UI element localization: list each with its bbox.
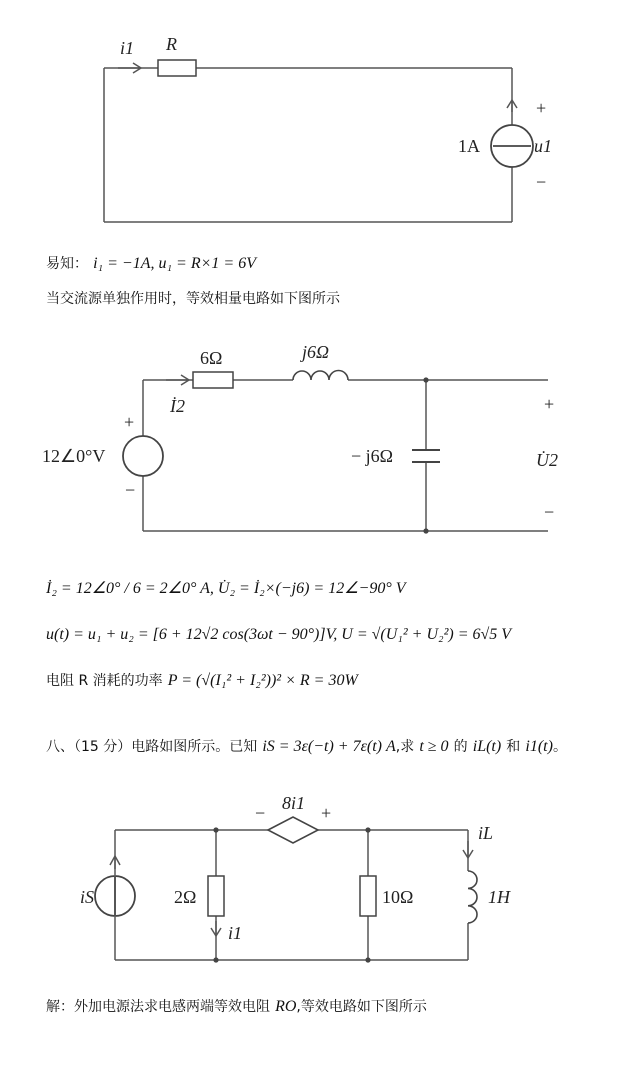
label-2ohm: 2Ω	[174, 887, 197, 907]
node-bottom	[423, 528, 428, 533]
label-j6ohm: j6Ω	[302, 342, 330, 362]
resistor-r	[158, 60, 196, 76]
label-u1: u1	[534, 136, 552, 156]
equation-power-math: P = (√(I₁² + I₂²))² × R = 30W	[167, 672, 358, 689]
inductor-j6ohm	[293, 371, 348, 381]
label-r: R	[166, 34, 177, 54]
node-3b	[365, 827, 370, 832]
source-arrow-up	[507, 100, 517, 112]
problem-8-he: 和	[506, 739, 521, 755]
node-3c	[213, 957, 218, 962]
problem-8-de: 的	[453, 739, 468, 755]
text-known-math: i₁ = −1A, u₁ = R×1 = 6V	[93, 255, 256, 272]
solution-line	[46, 996, 427, 1016]
label-1h: 1H	[488, 887, 510, 907]
circuit-1-diagram	[0, 0, 642, 240]
label-dep-minus: −	[255, 803, 266, 823]
dependent-voltage-source	[268, 817, 318, 843]
label-12v: 12∠0°V	[42, 446, 106, 466]
resistor-2ohm	[208, 876, 224, 916]
current-arrow-i1-down	[211, 921, 221, 936]
resistor-6ohm	[193, 372, 233, 388]
current-arrow-i1	[118, 63, 141, 73]
equation-power-prefix: 电阻 R 消耗的功率	[46, 673, 163, 689]
problem-8-il: iL(t)	[472, 738, 502, 755]
label-i1-down: i1	[228, 923, 243, 943]
label-plus-out: +	[544, 394, 555, 414]
resistor-10ohm	[360, 876, 376, 916]
circuit-2-diagram	[0, 338, 642, 548]
problem-8-prefix: 八、（15 分）电路如图所示。已知	[46, 739, 258, 755]
inductor-1h	[468, 871, 477, 923]
node-top	[423, 377, 428, 382]
node-3a	[213, 827, 218, 832]
node-3d	[365, 957, 370, 962]
current-source-arrow	[110, 856, 120, 869]
circuit-3-diagram	[0, 795, 642, 965]
solution-prefix: 解：外加电源法求电感两端等效电阻	[46, 999, 270, 1015]
problem-8-condition: t ≥ 0	[419, 738, 449, 755]
current-arrow-i2	[166, 375, 189, 385]
label-dep-plus: +	[321, 803, 332, 823]
label-8i1: 8i1	[282, 793, 306, 813]
label-minus-1: −	[536, 172, 547, 192]
label-u2: U̇2	[536, 450, 558, 470]
label-is: iS	[80, 887, 95, 907]
problem-8-source-expr: iS = 3ε(−t) + 7ε(t) A	[262, 738, 396, 755]
label-il: iL	[478, 823, 494, 843]
inductor-current-arrow	[463, 841, 473, 858]
circuit-2-wires	[143, 380, 548, 531]
label-minus-j6ohm: − j6Ω	[351, 446, 394, 466]
label-plus-1: +	[536, 98, 547, 118]
voltage-source-12v	[123, 436, 163, 476]
label-10ohm: 10Ω	[382, 887, 414, 907]
equation-power-line	[46, 670, 358, 690]
solution-end: ,等效电路如下图所示	[296, 999, 427, 1015]
circuit-3-wires	[115, 830, 468, 960]
problem-8-mid: ,求	[395, 739, 415, 755]
label-i2: İ2	[170, 396, 185, 416]
problem-8-i1: i1(t)	[525, 738, 553, 755]
text-known-prefix: 易知：	[46, 256, 88, 272]
text-line-ac-source: 当交流源单独作用时，等效相量电路如下图所示	[46, 291, 340, 307]
text-line-known	[46, 253, 256, 273]
label-plus-source: +	[124, 412, 135, 432]
label-minus-source: −	[125, 480, 136, 500]
problem-8-end: 。	[552, 739, 567, 755]
label-6ohm: 6Ω	[200, 348, 223, 368]
equation-u-t: u(t) = u₁ + u₂ = [6 + 12√2 cos(3ωt − 90°)]V, U = √(U₁² + U₂²) = 6√5 V	[46, 626, 512, 643]
label-i1: i1	[120, 38, 135, 58]
equation-i2-u2: İ₂ = 12∠0° / 6 = 2∠0° A, U̇₂ = İ₂×(−j6) = 12∠−90° V	[46, 580, 406, 597]
label-minus-out: −	[544, 502, 555, 522]
solution-ro: RO	[275, 998, 297, 1015]
label-1a: 1A	[458, 136, 480, 156]
circuit-1-wires	[104, 68, 512, 222]
problem-8-statement	[46, 736, 567, 756]
